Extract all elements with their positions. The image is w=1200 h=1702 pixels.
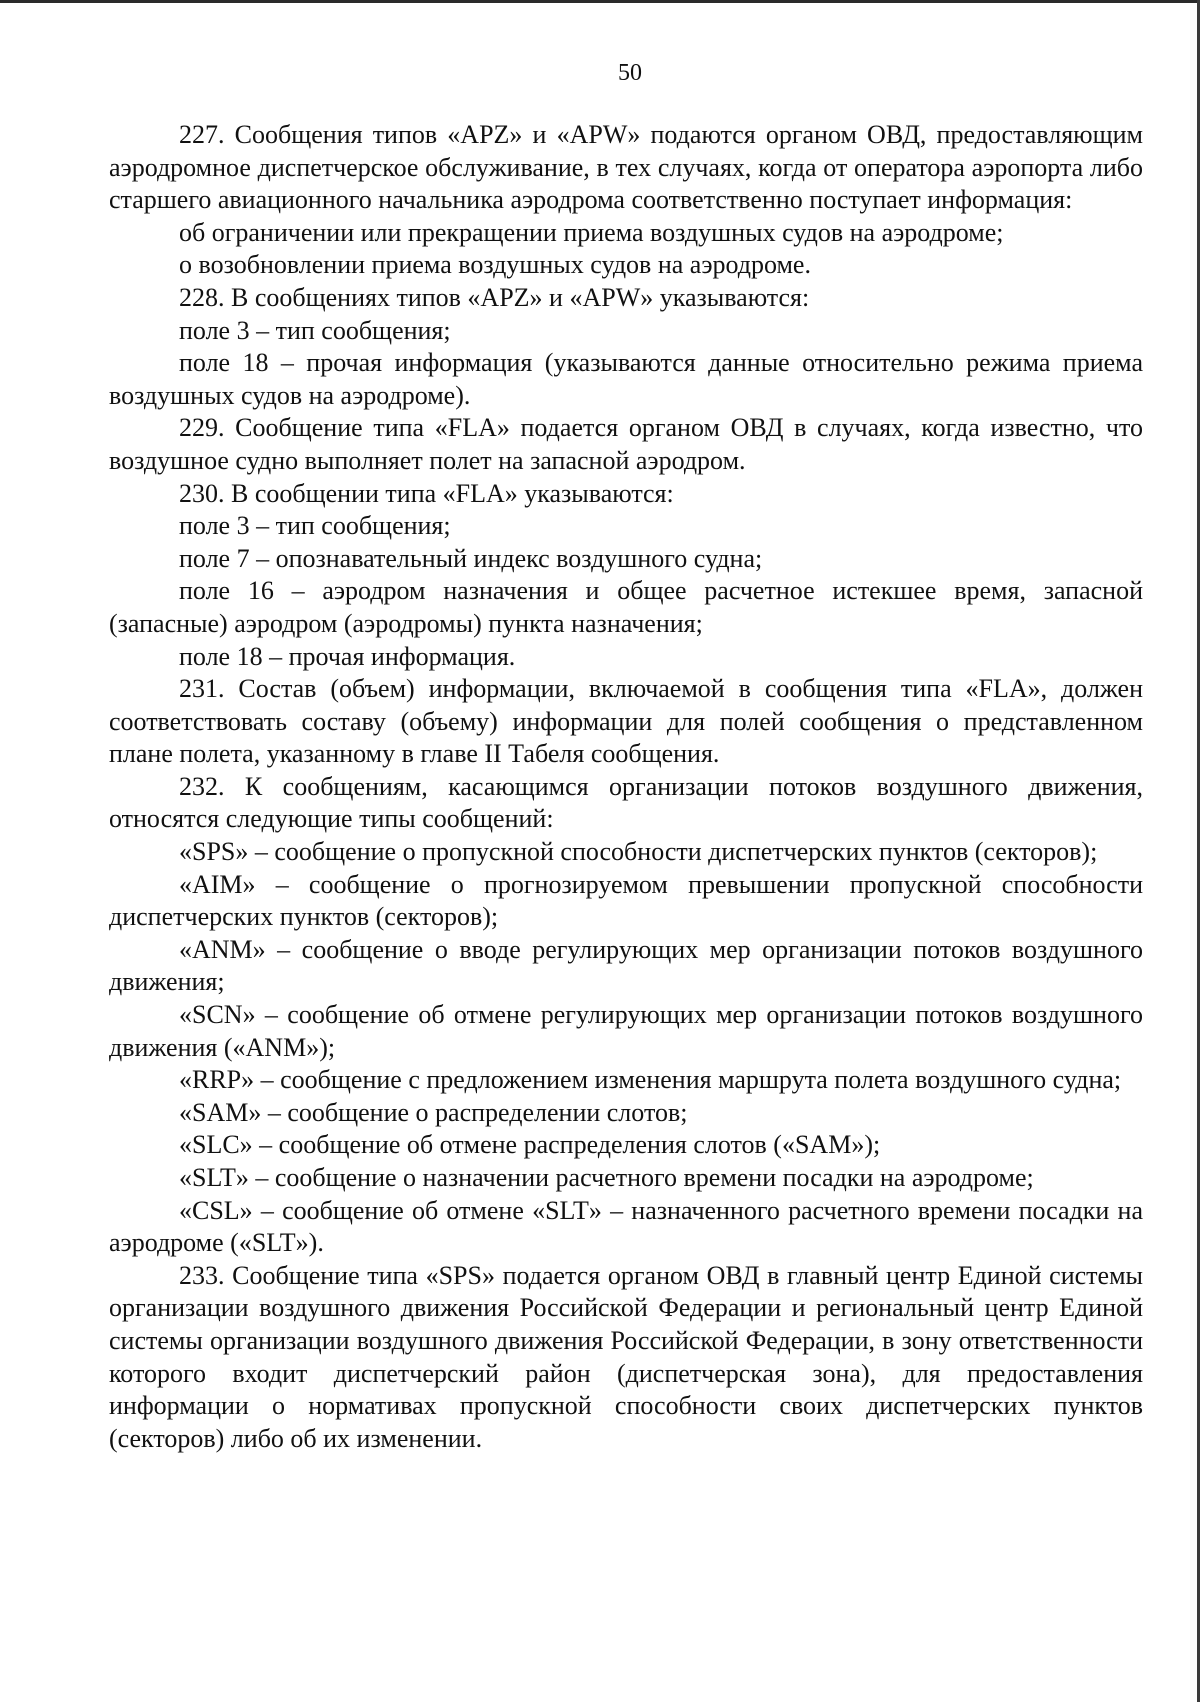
paragraph-229: 229. Сообщение типа «FLA» подается органом ОВД в случаях, когда известно, что воздушное судно выполняет полет на запасной аэродром. <box>109 413 1143 475</box>
scan-border-top <box>0 0 1200 3</box>
list-item-field-7: поле 7 – опознавательный индекс воздушного судна; <box>179 543 763 573</box>
list-item-restriction: об ограничении или прекращении приема воздушных судов на аэродроме; <box>179 217 1004 247</box>
list-item-sps: «SPS» – сообщение о пропускной способности диспетчерских пунктов (секторов); <box>179 837 1098 867</box>
list-item-sam: «SAM» – сообщение о распределении слотов; <box>179 1097 688 1127</box>
paragraph-228: 228. В сообщениях типов «APZ» и «APW» указываются: <box>179 282 810 312</box>
list-item-anm: «ANM» – сообщение о вводе регулирующих мер организации потоков воздушного движения; <box>109 934 1143 997</box>
list-item-field-16: поле 16 – аэродром назначения и общее расчетное истекшее время, запасной (запасные) аэродром (аэродромы) пункта назначения; <box>109 576 1143 638</box>
list-item-slt: «SLT» – сообщение о назначении расчетного времени посадки на аэродроме; <box>179 1163 1034 1192</box>
page-number: 50 <box>618 60 642 86</box>
list-item-csl: «CSL» – сообщение об отмене «SLT» – назначенного расчетного времени посадки на аэродроме («SLT»). <box>109 1195 1143 1258</box>
list-item-scn: «SCN» – сообщение об отмене регулирующих мер организации потоков воздушного движения («ANM»); <box>109 1000 1143 1062</box>
paragraph-232: 232. К сообщениям, касающимся организации потоков воздушного движения, относятся следующие типы сообщений: <box>109 771 1143 834</box>
paragraph-233: 233. Сообщение типа «SPS» подается органом ОВД в главный центр Единой системы организации воздушного движения Российской Федерации и региональный центр Единой системы организации воздушного движения Российской Федерации, в зону ответственности которого входит диспетчерский район (диспетчерская зона), для предоставления информации о нормативах пропускной способности своих диспетчерских пунктов (секторов) либо об их изменении. <box>109 1260 1143 1453</box>
list-item-field-3: поле 3 – тип сообщения; <box>179 315 451 345</box>
list-item-field-18: поле 18 – прочая информация (указываются данные относительно режима приема воздушных судов на аэродроме). <box>109 348 1143 410</box>
list-item-rrp: «RRP» – сообщение с предложением изменения маршрута полета воздушного судна; <box>179 1065 1122 1095</box>
paragraph-230: 230. В сообщении типа «FLA» указываются: <box>179 478 674 508</box>
paragraph-231: 231. Состав (объем) информации, включаемой в сообщения типа «FLA», должен соответствовать составу (объему) информации для полей сообщения о представленном плане полета, указанному в главе II Табеля сообщения. <box>109 674 1143 769</box>
document-body <box>109 119 1143 1455</box>
paragraph-227: 227. Сообщения типов «APZ» и «APW» подаются органом ОВД, предоставляющим аэродромное диспетчерское обслуживание, в тех случаях, когда от оператора аэропорта либо старшего авиационного начальника аэродрома соответственно поступает информация: <box>109 120 1143 215</box>
list-item-aim: «AIM» – сообщение о прогнозируемом превышении пропускной способности диспетчерских пунктов (секторов); <box>109 869 1143 932</box>
list-item-resumption: о возобновлении приема воздушных судов на аэродроме. <box>179 250 811 280</box>
list-item-field-3: поле 3 – тип сообщения; <box>179 511 451 541</box>
list-item-slc: «SLC» – сообщение об отмене распределения слотов («SAM»); <box>179 1130 881 1160</box>
list-item-field-18: поле 18 – прочая информация. <box>179 641 516 671</box>
